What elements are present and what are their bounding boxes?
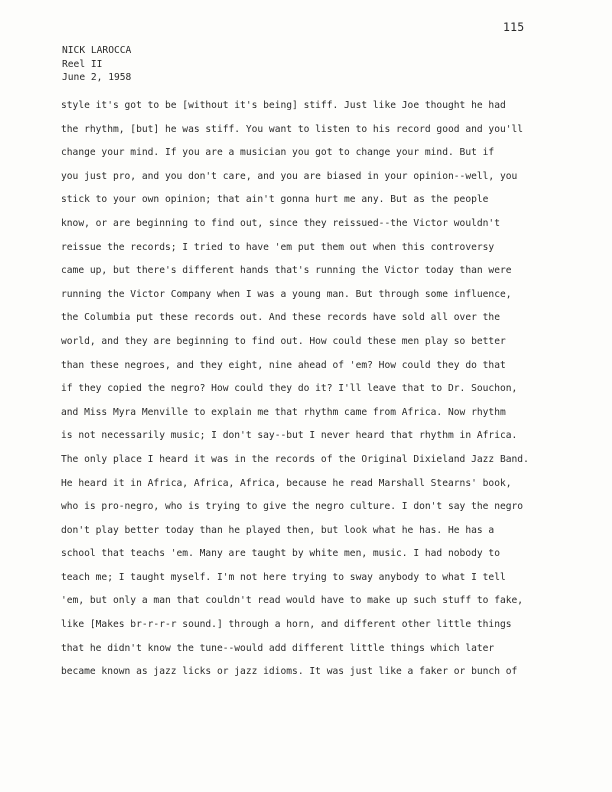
body-line: running the Victor Company when I was a young man. But through some influence, bbox=[61, 288, 512, 300]
body-line: teach me; I taught myself. I'm not here trying to sway anybody to what I tell bbox=[61, 571, 506, 583]
body-line: who is pro-negro, who is trying to give the negro culture. I don't say the negro bbox=[61, 501, 524, 513]
body-line: became known as jazz licks or jazz idioms. It was just like a faker or bunch of bbox=[61, 666, 518, 678]
body-line: He heard it in Africa, Africa, Africa, because he read Marshall Stearns' book, bbox=[61, 477, 512, 489]
transcript-header bbox=[62, 44, 131, 85]
page-number: 115 bbox=[503, 20, 525, 34]
header-name: NICK LAROCCA bbox=[62, 45, 132, 56]
transcript-body bbox=[61, 94, 561, 684]
body-line: the Columbia put these records out. And these records have sold all over the bbox=[61, 312, 500, 324]
body-line: if they copied the negro? How could they do it? I'll leave that to Dr. Souchon, bbox=[61, 383, 518, 395]
body-line: The only place I heard it was in the records of the Original Dixieland Jazz Band. bbox=[61, 453, 529, 465]
body-line: that he didn't know the tune--would add different little things which later bbox=[61, 642, 495, 654]
header-date: June 2, 1958 bbox=[62, 72, 132, 84]
body-line: the rhythm, [but] he was stiff. You want to listen to his record good and you'll bbox=[61, 123, 524, 135]
body-line: change your mind. If you are a musician you got to change your mind. But if bbox=[61, 147, 495, 159]
body-line: stick to your own opinion; that ain't gonna hurt me any. But as the people bbox=[61, 194, 489, 206]
body-line: don't play better today than he played then, but look what he has. He has a bbox=[61, 524, 495, 536]
body-line: style it's got to be [without it's being] stiff. Just like Joe thought he had bbox=[61, 100, 506, 111]
body-line: than these negroes, and they eight, nine ahead of 'em? How could they do that bbox=[61, 359, 506, 371]
body-line: world, and they are beginning to find out. How could these men play so better bbox=[61, 335, 506, 347]
body-line: you just pro, and you don't care, and you are biased in your opinion--well, you bbox=[61, 170, 518, 182]
body-line: know, or are beginning to find out, since they reissued--the Victor wouldn't bbox=[61, 217, 500, 229]
body-line: came up, but there's different hands that's running the Victor today than were bbox=[61, 265, 512, 277]
body-line: like [Makes br-r-r-r sound.] through a horn, and different other little things bbox=[61, 619, 512, 631]
header-reel: Reel II bbox=[62, 58, 103, 70]
body-line: school that teachs 'em. Many are taught by white men, music. I had nobody to bbox=[61, 548, 500, 560]
body-line: and Miss Myra Menville to explain me that rhythm came from Africa. Now rhythm bbox=[61, 406, 506, 418]
body-line: reissue the records; I tried to have 'em put them out when this controversy bbox=[61, 241, 495, 253]
body-line: 'em, but only a man that couldn't read would have to make up such stuff to fake, bbox=[61, 595, 524, 607]
body-line: is not necessarily music; I don't say--but I never heard that rhythm in Africa. bbox=[61, 430, 518, 442]
